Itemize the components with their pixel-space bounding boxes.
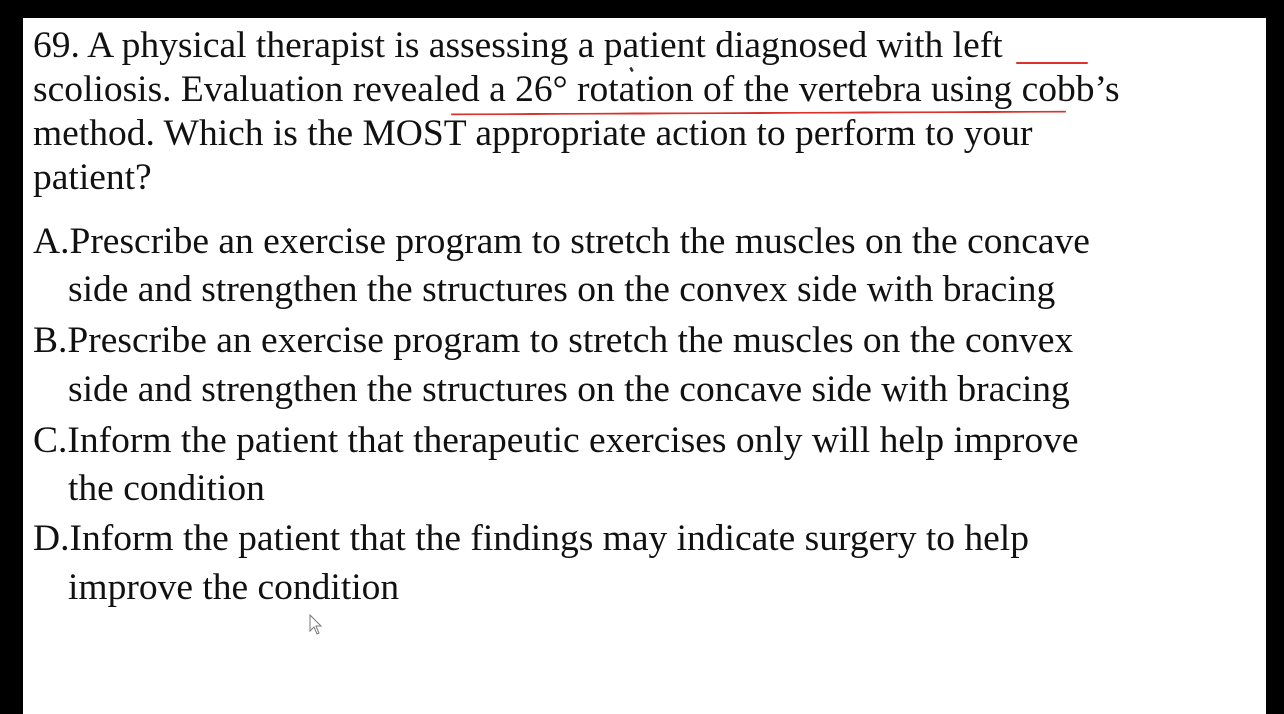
option-c-letter: C. xyxy=(33,420,68,461)
annotation-underline-left xyxy=(1016,62,1088,64)
question-line-2: scoliosis. Evaluation revealed a 26° rotation of the vertebra using cobb’s xyxy=(33,69,1120,110)
option-b-text: Prescribe an exercise program to stretch the muscles on the convex xyxy=(67,320,1074,361)
option-c-text: Inform the patient that therapeutic exercises only will help improve xyxy=(67,420,1079,461)
option-a-text: Prescribe an exercise program to stretch the muscles on the concave xyxy=(69,221,1090,262)
option-d-line-1[interactable] xyxy=(33,517,1029,561)
mouse-cursor-icon xyxy=(308,614,326,638)
option-d-letter: D. xyxy=(33,518,70,559)
question-line-3: method. Which is the MOST appropriate action to perform to your xyxy=(33,113,1033,154)
question-line-4: patient? xyxy=(33,157,152,198)
option-c-line-2: the condition xyxy=(68,468,265,509)
option-b-line-1[interactable] xyxy=(33,319,1073,363)
option-c-line-1[interactable] xyxy=(33,419,1079,463)
option-a-line-2: side and strengthen the structures on the convex side with bracing xyxy=(68,269,1056,310)
option-d-line-2: improve the condition xyxy=(68,567,400,608)
slide-page xyxy=(23,18,1266,714)
option-b-line-2: side and strengthen the structures on the concave side with bracing xyxy=(68,369,1070,410)
option-b-letter: B. xyxy=(33,320,68,361)
option-d-text: Inform the patient that the findings may indicate surgery to help xyxy=(69,518,1029,559)
option-a-line-1[interactable] xyxy=(33,220,1090,264)
option-a-letter: A. xyxy=(33,221,70,262)
question-line-1: 69. A physical therapist is assessing a patient diagnosed with left xyxy=(33,25,1003,66)
